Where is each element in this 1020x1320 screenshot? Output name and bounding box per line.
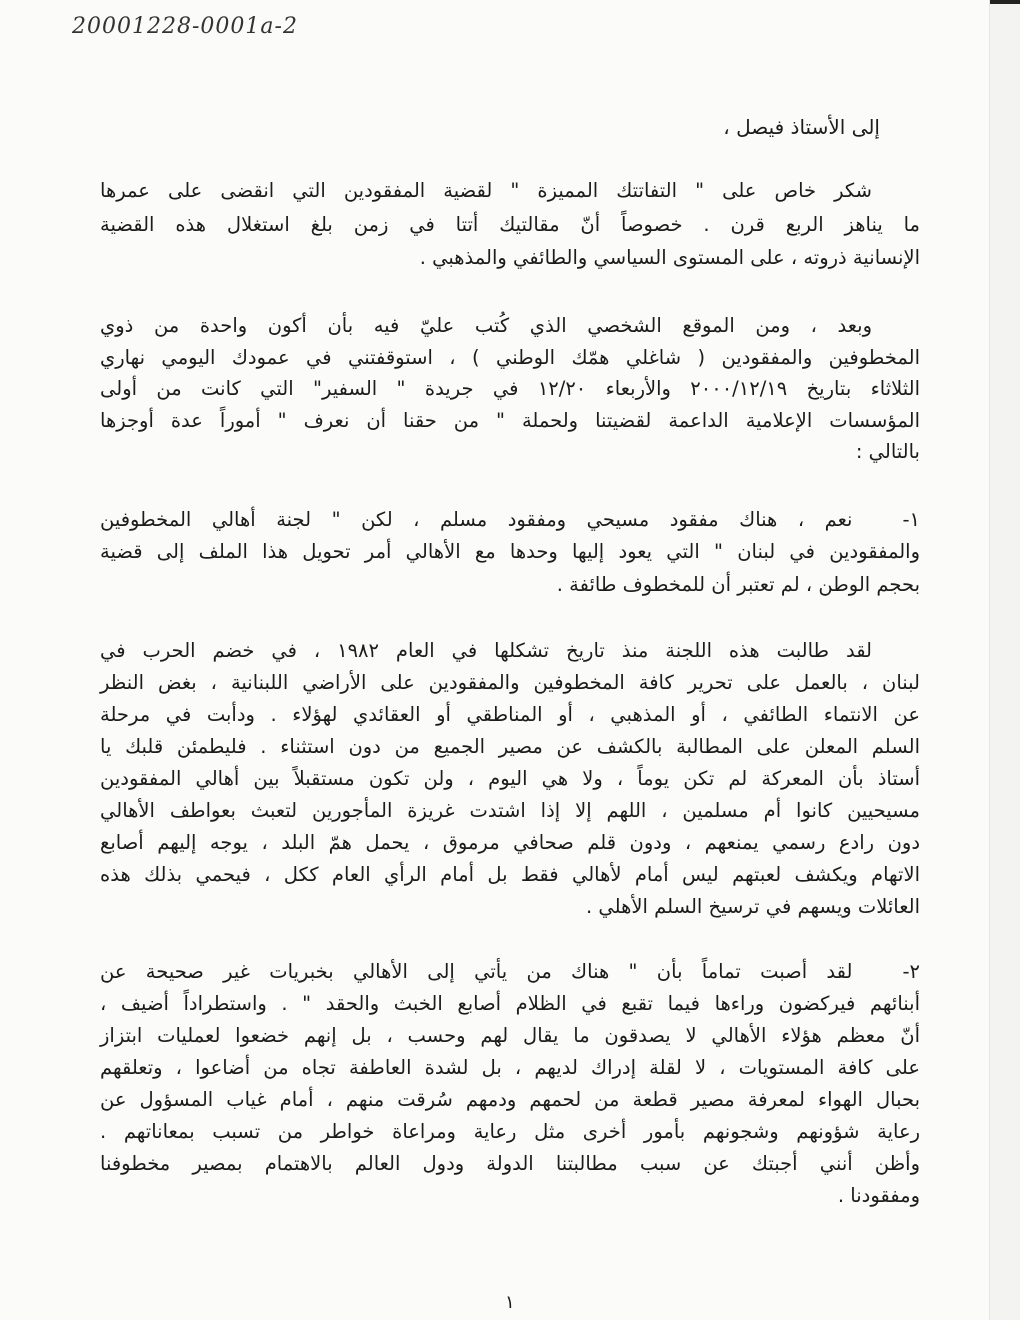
paragraph-line: أبنائهم فيركضون وراءها فيما تقبع في الظلام أصابع الخبث والحقد " . واستطراداً أضيف ، <box>100 992 920 1015</box>
page-number: ١ <box>505 1292 515 1313</box>
paragraph-line: لقد طالبت هذه اللجنة منذ تاريخ تشكلها في العام ١٩٨٢ ، في خضم الحرب في <box>100 639 872 662</box>
point-first-line: نعم ، هناك مفقود مسيحي ومفقود مسلم ، لكن " لجنة أهالي المخطوفين <box>100 508 853 531</box>
point-number: ١- <box>902 508 920 531</box>
paragraph-line: بحبال الهواء لمعرفة مصير قطعة من لحمهم ودمهم سُرقت منهم ، أمام غياب المسؤول عن <box>100 1088 920 1111</box>
salutation: إلى الأستاذ فيصل ، <box>723 115 880 139</box>
paragraph-line: والمفقودين في لبنان " التي يعود إليها وحدها مع الأهالي أمر تحويل هذا الملف إلى قضية <box>100 540 920 563</box>
paragraph-line: عن الانتماء الطائفي ، أو المذهبي ، أو المناطقي أو العقائدي لهؤلاء . ودأبت في مرحلة <box>100 703 920 726</box>
paragraph-line: الاتهام ويكشف لعبتهم ليس أمام لأهالي فقط بل أمام الرأي العام ككل ، فيحمي بذلك هذه <box>100 863 920 886</box>
paragraph-line: ما يناهز الربع قرن . خصوصاً أنّ مقالتيك أتتا في زمن بلغ استغلال هذه القضية <box>100 213 920 236</box>
paragraph-line: ومفقودنا . <box>837 1184 920 1207</box>
paragraph-line <box>100 505 920 535</box>
paragraph-line: وأظن أنني أجبتك عن سبب مطالبتنا الدولة ودول العالم بالاهتمام بمصير مخطوفنا <box>100 1152 920 1175</box>
paragraph-line <box>100 957 920 987</box>
paragraph-line: وبعد ، ومن الموقع الشخصي الذي كُتب عليّ فيه بأن أكون واحدة من ذوي <box>100 314 872 337</box>
paragraph-line: الثلاثاء بتاريخ ٢٠٠٠/١٢/١٩ والأربعاء ١٢/٢٠ في جريدة " السفير" التي كانت من أولى <box>100 377 921 400</box>
paragraph-line: أستاذ بأن المعركة لم تكن يوماً ، ولا هي اليوم ، ولن تكون مستقبلاً بين أهالي المفقودين <box>100 767 920 790</box>
paragraph-line: بحجم الوطن ، لم تعتبر أن للمخطوف طائفة . <box>556 573 920 596</box>
paragraph-line: العائلات ويسهم في ترسيخ السلم الأهلي . <box>585 895 920 918</box>
point-first-line: لقد أصبت تماماً بأن " هناك من يأتي إلى الأهالي بخبريات غير صحيحة عن <box>100 960 853 983</box>
paragraph-line: رعاية شؤونهم وشجونهم بأمور أخرى مثل رعاية ومراعاة خواطر من تسبب بمعاناتهم . <box>100 1120 920 1143</box>
paragraph-line: أنّ معظم هؤلاء الأهالي لا يصدقون ما يقال لهم وحسب ، بل إنهم خضعوا لعمليات ابتزاز <box>100 1024 920 1047</box>
paragraph-line: على كافة المستويات ، لا لقلة إدراك لديهم ، بل لشدة العاطفة تجاه من أضاعوا ، وتعلقهم <box>100 1056 920 1079</box>
scan-corner-mark <box>990 0 1020 4</box>
scan-edge <box>989 0 1020 1320</box>
paragraph-line: المؤسسات الإعلامية الداعمة لقضيتنا ولحملة " من حقنا أن نعرف " أموراً عدة أوجزها <box>100 409 920 432</box>
paragraph-line: السلم المعلن على المطالبة بالكشف عن مصير الجميع من دون استثناء . فليطمئن قلبك يا <box>100 735 920 758</box>
paragraph-line: دون رادع رسمي يمنعهم ، ودون قلم صحافي مرموق ، يحمل همّ البلد ، يوجه إليهم أصابع <box>100 831 920 854</box>
paragraph-line: شكر خاص على " التفاتتك المميزة " لقضية المفقودين التي انقضى على عمرها <box>100 179 872 202</box>
point-number: ٢- <box>902 960 920 983</box>
paragraph-line: مسيحيين كانوا أم مسلمين ، اللهم إلا إذا اشتدت غريزة المأجورين لتعبث بعواطف الأهالي <box>100 799 920 822</box>
paragraph-line: المخطوفين والمفقودين ( شاغلي همّك الوطني ) ، استوقفتني في عمودك اليومي نهاري <box>100 346 920 369</box>
handwritten-reference: 20001228-0001a-2 <box>72 14 298 39</box>
paragraph-line: لبنان ، بالعمل على تحرير كافة المخطوفين والمفقودين على الأراضي اللبنانية ، بغض النظر <box>100 671 920 694</box>
paragraph-line: بالتالي : <box>855 440 920 463</box>
paragraph-line: الإنسانية ذروته ، على المستوى السياسي والطائفي والمذهبي . <box>419 246 920 269</box>
